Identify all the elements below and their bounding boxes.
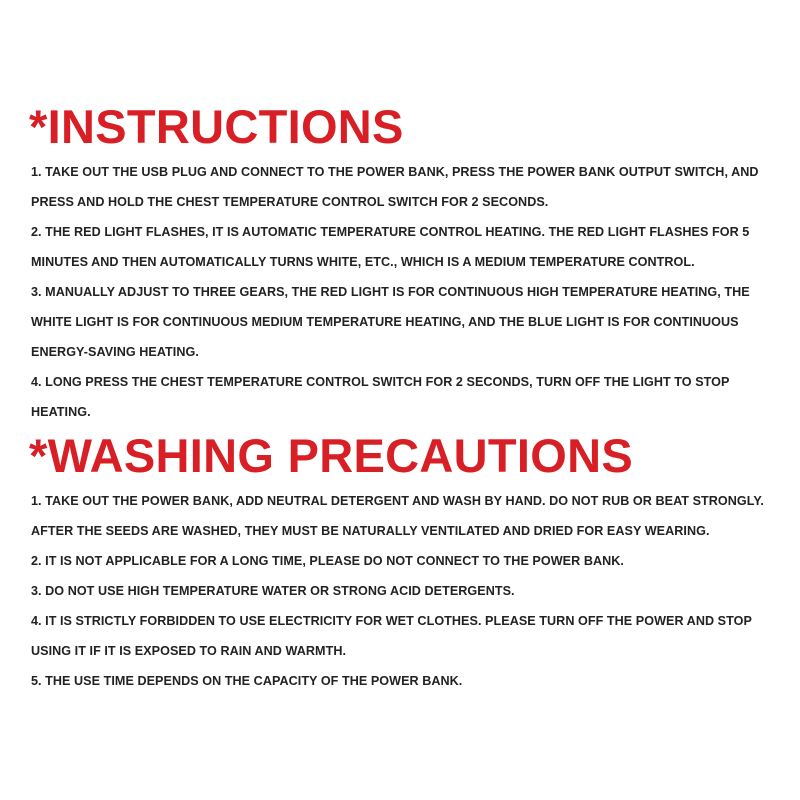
washing-precautions-list (31, 486, 791, 696)
instruction-item-3: 3. MANUALLY ADJUST TO THREE GEARS, THE RED LIGHT IS FOR CONTINUOUS HIGH TEMPERATURE HEATING, THE WHITE LIGHT IS FOR CONTINUOUS MEDIUM TEMPERATURE HEATING, AND THE BLUE LIGHT IS FOR CONTINUOUS ENERGY-SAVING HEATING. (31, 285, 750, 359)
precaution-item-4: 4. IT IS STRICTLY FORBIDDEN TO USE ELECTRICITY FOR WET CLOTHES. PLEASE TURN OFF THE POWER AND STOP USING IT IF IT IS EXPOSED TO RAIN AND WARMTH. (31, 614, 752, 658)
washing-precautions-heading: *WASHING PRECAUTIONS (29, 429, 633, 482)
instruction-item-2: 2. THE RED LIGHT FLASHES, IT IS AUTOMATIC TEMPERATURE CONTROL HEATING. THE RED LIGHT FLASHES FOR 5 MINUTES AND THEN AUTOMATICALLY TURNS WHITE, ETC., WHICH IS A MEDIUM TEMPERATURE CONTROL. (31, 225, 750, 269)
instructions-heading: *INSTRUCTIONS (29, 100, 404, 153)
precaution-item-1: 1. TAKE OUT THE POWER BANK, ADD NEUTRAL DETERGENT AND WASH BY HAND. DO NOT RUB OR BEAT STRONGLY. AFTER THE SEEDS ARE WASHED, THEY MUST BE NATURALLY VENTILATED AND DRIED FOR EASY WEARING. (31, 494, 764, 538)
precaution-item-2: 2. IT IS NOT APPLICABLE FOR A LONG TIME, PLEASE DO NOT CONNECT TO THE POWER BANK. (31, 554, 624, 568)
precaution-item-3: 3. DO NOT USE HIGH TEMPERATURE WATER OR STRONG ACID DETERGENTS. (31, 584, 515, 598)
instruction-item-1: 1. TAKE OUT THE USB PLUG AND CONNECT TO THE POWER BANK, PRESS THE POWER BANK OUTPUT SWITCH, AND PRESS AND HOLD THE CHEST TEMPERATURE CONTROL SWITCH FOR 2 SECONDS. (31, 165, 759, 209)
instructions-list (31, 157, 791, 427)
precaution-item-5: 5. THE USE TIME DEPENDS ON THE CAPACITY OF THE POWER BANK. (31, 674, 463, 688)
instruction-item-4: 4. LONG PRESS THE CHEST TEMPERATURE CONTROL SWITCH FOR 2 SECONDS, TURN OFF THE LIGHT TO STOP HEATING. (31, 375, 730, 419)
